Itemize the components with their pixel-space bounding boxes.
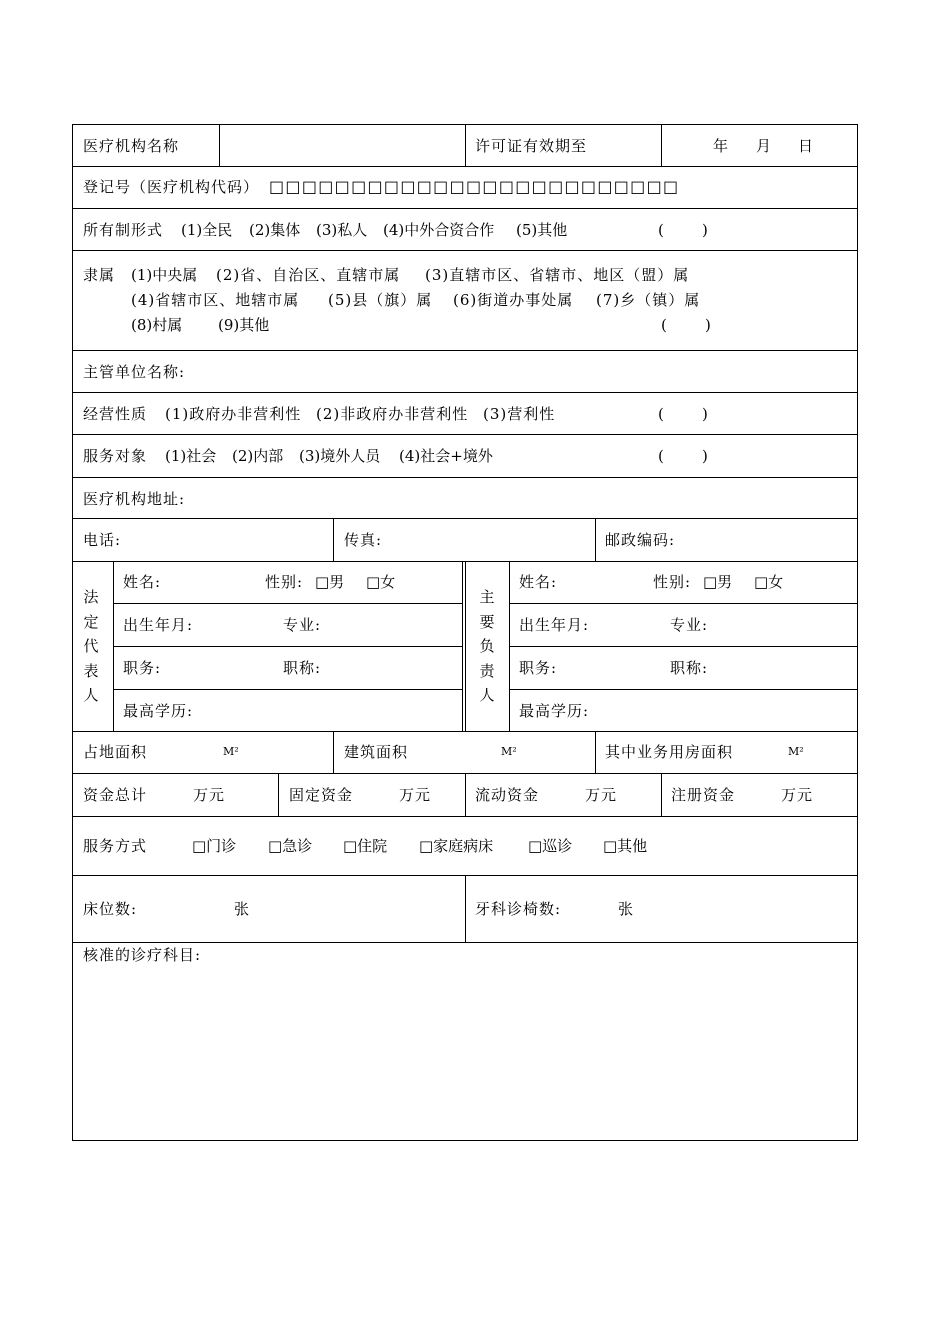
business-area-label: 其中业务用房面积 [605, 743, 734, 761]
affiliation-label: 隶属 [83, 266, 116, 284]
row-divider [73, 250, 857, 251]
institution-name-field[interactable] [229, 136, 455, 156]
business-area-unit: M² [788, 745, 804, 758]
col-divider [509, 561, 510, 731]
affiliation-answer-bracket[interactable]: ( ) [661, 316, 711, 334]
medical-institution-form [72, 124, 858, 1141]
legal-rep-male-checkbox[interactable]: □男 [315, 573, 345, 591]
service-target-option: (4)社会+境外 [399, 447, 493, 465]
service-target-label: 服务对象 [83, 447, 148, 465]
nature-option: (2)非政府办非营利性 [316, 405, 469, 423]
service-target-option: (2)内部 [232, 447, 284, 465]
current-funds-unit: 万元 [585, 786, 618, 804]
legal-rep-education-label: 最高学历: [123, 702, 194, 720]
total-funds-unit: 万元 [193, 786, 226, 804]
ownership-option: (2)集体 [249, 221, 301, 239]
beds-label: 床位数: [83, 900, 138, 918]
legal-rep-title: 法定代表人 [83, 588, 99, 704]
col-divider [219, 125, 220, 166]
ownership-option: (3)私人 [316, 221, 368, 239]
principal-male-checkbox[interactable]: □男 [703, 573, 733, 591]
fixed-funds-label: 固定资金 [289, 786, 354, 804]
service-mode-inpatient-checkbox[interactable]: □住院 [343, 837, 388, 855]
affiliation-option: (1)中央属 [131, 266, 198, 284]
col-divider [278, 773, 279, 816]
dental-chairs-label: 牙科诊椅数: [475, 900, 562, 918]
row-divider [509, 689, 857, 690]
dental-chairs-unit: 张 [618, 900, 635, 918]
expiry-year: 年 [713, 137, 729, 155]
col-divider [333, 731, 334, 773]
nature-answer-bracket[interactable]: ( ) [658, 405, 708, 423]
registration-code-boxes[interactable]: □□□□□□□□□□□□□□□□□□□□□□□□□ [269, 177, 680, 196]
principal-birth-label: 出生年月: [519, 616, 590, 634]
service-target-answer-bracket[interactable]: ( ) [658, 447, 708, 465]
beds-unit: 张 [234, 900, 251, 918]
row-divider [113, 646, 462, 647]
col-divider [661, 125, 662, 166]
building-area-unit: M² [501, 745, 517, 758]
legal-rep-position-label: 职务: [123, 659, 162, 677]
legal-rep-gender-label: 性别: [265, 573, 304, 591]
registered-funds-unit: 万元 [781, 786, 814, 804]
license-expiry-label: 许可证有效期至 [475, 137, 588, 155]
affiliation-option: (5)县（旗）属 [328, 291, 433, 309]
row-divider [73, 434, 857, 435]
col-divider [462, 561, 463, 731]
legal-rep-female-checkbox[interactable]: □女 [366, 573, 396, 591]
row-divider [73, 518, 857, 519]
institution-name-label: 医疗机构名称 [83, 137, 180, 155]
legal-rep-birth-label: 出生年月: [123, 616, 194, 634]
service-mode-outpatient-checkbox[interactable]: □门诊 [192, 837, 237, 855]
col-divider [595, 518, 596, 561]
col-divider [465, 561, 466, 731]
row-divider [113, 603, 462, 604]
legal-rep-rank-label: 职称: [283, 659, 322, 677]
row-divider [73, 208, 857, 209]
col-divider [661, 773, 662, 816]
principal-rank-label: 职称: [670, 659, 709, 677]
nature-label: 经营性质 [83, 405, 148, 423]
row-divider [73, 942, 857, 943]
row-divider [73, 166, 857, 167]
service-mode-other-checkbox[interactable]: □其他 [603, 837, 648, 855]
approved-subjects-label: 核准的诊疗科目: [83, 946, 202, 964]
principal-education-label: 最高学历: [519, 702, 590, 720]
principal-name-label: 姓名: [519, 573, 558, 591]
ownership-label: 所有制形式 [83, 221, 164, 239]
service-mode-home-bed-checkbox[interactable]: □家庭病床 [419, 837, 494, 855]
registration-label: 登记号（医疗机构代码） [83, 178, 260, 196]
ownership-option: (5)其他 [516, 221, 568, 239]
service-target-option: (1)社会 [165, 447, 217, 465]
row-divider [73, 392, 857, 393]
service-target-option: (3)境外人员 [299, 447, 381, 465]
affiliation-option: (9)其他 [218, 316, 270, 334]
affiliation-option: (7)乡（镇）属 [596, 291, 701, 309]
row-divider [73, 350, 857, 351]
ownership-option: (4)中外合资合作 [383, 221, 495, 239]
principal-title: 主要负责人 [479, 588, 495, 704]
building-area-label: 建筑面积 [344, 743, 409, 761]
address-label: 医疗机构地址: [83, 490, 186, 508]
approved-subjects-field[interactable] [73, 967, 857, 1139]
col-divider [595, 731, 596, 773]
affiliation-option: (3)直辖市区、省辖市、地区（盟）属 [425, 266, 690, 284]
row-divider [73, 731, 857, 732]
col-divider [113, 561, 114, 731]
affiliation-option: (6)街道办事处属 [453, 291, 574, 309]
affiliation-option: (8)村属 [131, 316, 183, 334]
legal-rep-major-label: 专业: [283, 616, 322, 634]
ownership-answer-bracket[interactable]: ( ) [658, 221, 708, 239]
principal-gender-label: 性别: [653, 573, 692, 591]
legal-rep-name-label: 姓名: [123, 573, 162, 591]
current-funds-label: 流动资金 [475, 786, 540, 804]
row-divider [73, 477, 857, 478]
ownership-option: (1)全民 [181, 221, 233, 239]
principal-position-label: 职务: [519, 659, 558, 677]
total-funds-label: 资金总计 [83, 786, 148, 804]
row-divider [509, 646, 857, 647]
registered-funds-label: 注册资金 [671, 786, 736, 804]
expiry-month: 月 [756, 137, 772, 155]
postcode-label: 邮政编码: [605, 531, 676, 549]
service-mode-label: 服务方式 [83, 837, 148, 855]
expiry-day: 日 [798, 137, 814, 155]
nature-option: (3)营利性 [483, 405, 556, 423]
service-mode-rounds-checkbox[interactable]: □巡诊 [528, 837, 573, 855]
row-divider [113, 689, 462, 690]
land-area-unit: M² [223, 745, 239, 758]
principal-female-checkbox[interactable]: □女 [754, 573, 784, 591]
land-area-label: 占地面积 [83, 743, 148, 761]
fax-label: 传真: [344, 531, 383, 549]
fixed-funds-unit: 万元 [399, 786, 432, 804]
col-divider [333, 518, 334, 561]
row-divider [73, 816, 857, 817]
affiliation-option: (4)省辖市区、地辖市属 [131, 291, 300, 309]
col-divider [465, 875, 466, 942]
col-divider [465, 125, 466, 166]
principal-major-label: 专业: [670, 616, 709, 634]
col-divider [465, 773, 466, 816]
service-mode-emergency-checkbox[interactable]: □急诊 [268, 837, 313, 855]
row-divider [509, 603, 857, 604]
phone-label: 电话: [83, 531, 122, 549]
affiliation-option: (2)省、自治区、直辖市属 [216, 266, 401, 284]
nature-option: (1)政府办非营利性 [165, 405, 302, 423]
supervisor-label: 主管单位名称: [83, 363, 186, 381]
